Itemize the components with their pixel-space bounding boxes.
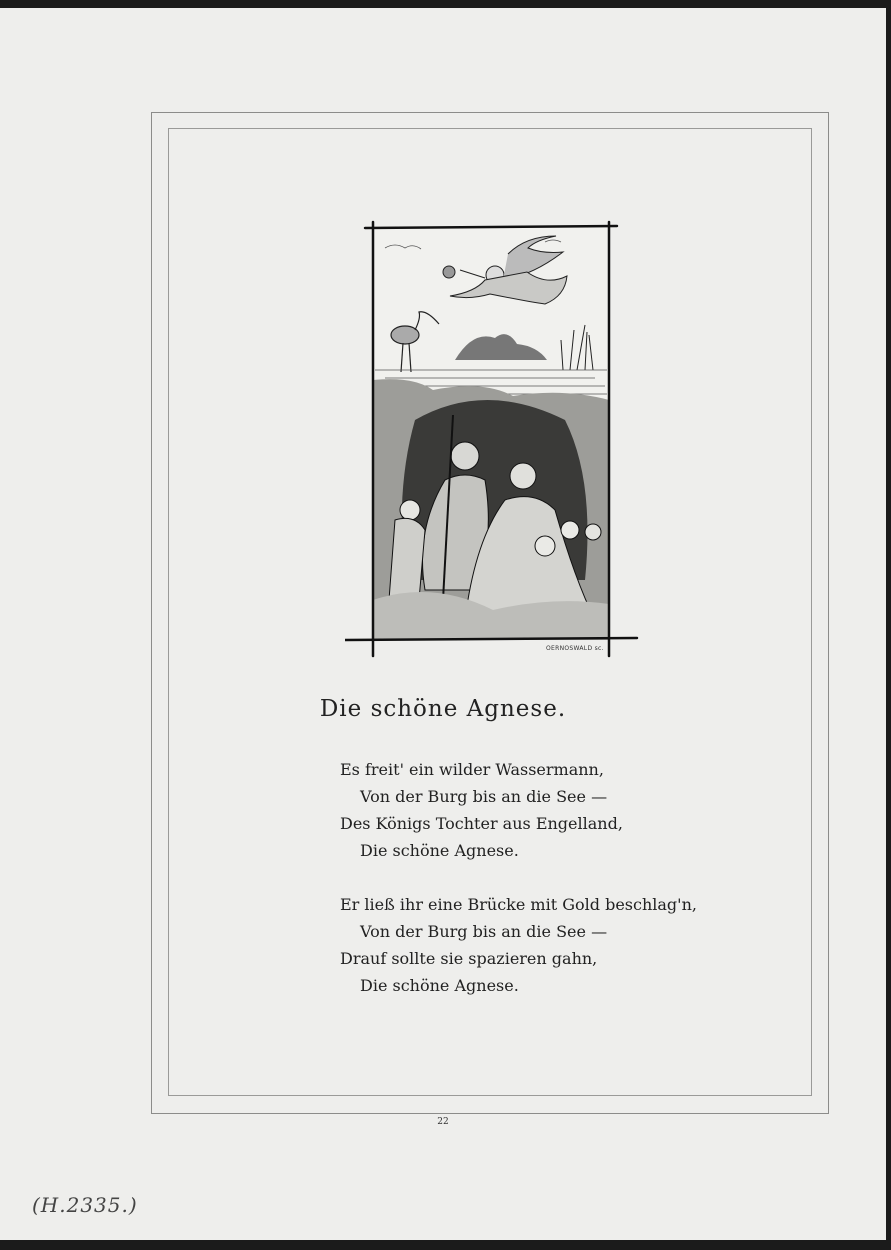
poem-line: Die schöne Agnese. [360,976,519,995]
engraver-credit: OERNOSWALD sc. [546,645,604,652]
poem-line: Es freit' ein wilder Wassermann, [340,760,604,779]
poem-line: Er ließ ihr eine Brücke mit Gold beschlag'n, [340,895,697,914]
shelfmark: (H.2335.) [32,1193,138,1217]
stanza-1 [340,756,623,864]
poem-line: Von der Burg bis an die See — [360,922,608,941]
stanza-2 [340,891,697,999]
poem-line: Die schöne Agnese. [360,841,519,860]
page-number: 22 [437,1117,449,1127]
poem-line: Des Königs Tochter aus Engelland, [340,814,623,833]
poem-line: Von der Burg bis an die See — [360,787,608,806]
poem-line: Drauf sollte sie spazieren gahn, [340,949,598,968]
poem-title: Die schöne Agnese. [319,696,567,722]
engraving-illustration [345,220,645,660]
